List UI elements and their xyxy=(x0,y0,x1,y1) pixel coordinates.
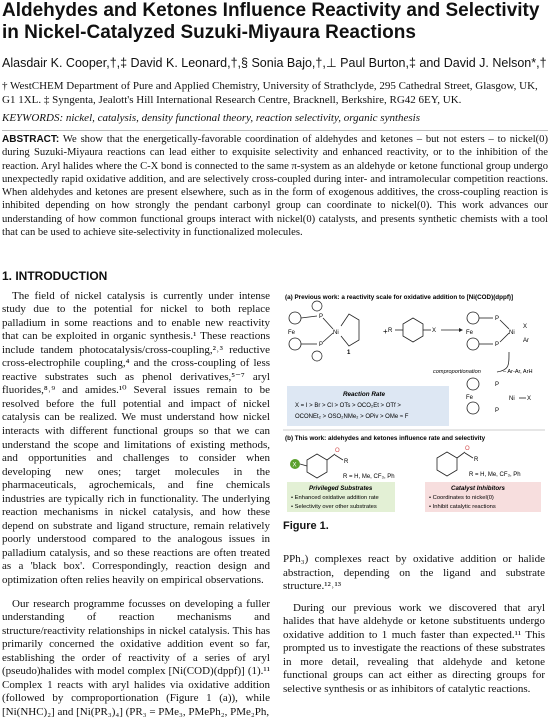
r-group: R xyxy=(388,328,393,334)
r-substituents-right: R = H, Me, CF₃, Ph xyxy=(469,472,521,478)
keywords-label: KEYWORDS: xyxy=(2,112,64,124)
oxidative-addition-product xyxy=(466,312,529,350)
ni-atom: Ni xyxy=(509,330,515,336)
svg-text:X: X xyxy=(292,462,297,469)
keywords xyxy=(2,112,547,124)
complex-1-label: 1 xyxy=(347,350,351,356)
privileged-substrate-structure xyxy=(290,448,349,478)
figure-caption: Figure 1. xyxy=(283,520,329,532)
intro-paragraph-2: Our research programme focusses on developing a fuller understanding of reaction mechanisms and structure/reactivity relationships in nickel catalysis. This has primarily concerned the oxidative addition event so far, establishing the order of reactivity of a series of aryl (pseudo)halides with model complex [Ni(COD)(dppf)] (1).¹¹ Complex 1 reacts with aryl halides via oxidative addition (followed by comproportionation (Figure 1 (a)), while [Ni(NHC)₂] and [Ni(PR₃)₄] (PR₃ = PMe₃, PMePh₂, PMe₂Ph, xyxy=(2,597,270,718)
paper-title: Aldehydes and Ketones Influence Reactivity and Selectivity in Nickel-Catalyzed Suzuki-Miyaura Reactions xyxy=(2,0,540,43)
panel-b-title: (b) This work: aldehydes and ketones influence rate and selectivity xyxy=(285,435,486,442)
inhibitor-title: Catalyst Inhibitors xyxy=(451,485,505,492)
inhibitor-point-2: • Inhibit catalytic reactions xyxy=(429,504,496,510)
p-atom: P xyxy=(495,382,500,388)
inhibitor-point-1: • Coordinates to nickel(0) xyxy=(429,495,494,501)
right-column xyxy=(283,553,545,696)
ni-atom: Ni xyxy=(509,396,515,402)
oxygen-atom: O xyxy=(335,448,340,454)
cyclopentadienyl-ring xyxy=(289,312,301,324)
panel-a-title: (a) Previous work: a reactivity scale for oxidative addition to [Ni(COD)(dppf)] xyxy=(285,294,514,301)
author-list: Alasdair K. Cooper,†,‡ David K. Leonard,†,§ Sonia Bajo,†,⊥ Paul Burton,‡ and David J. Nelson*,† xyxy=(2,56,547,70)
section-heading: 1. INTRODUCTION xyxy=(2,269,108,283)
fe-atom: Fe xyxy=(288,330,296,336)
abstract xyxy=(2,130,548,239)
abstract-text: We show that the energetically-favorable coordination of aldehydes and ketones – but not esters – to nickel(0) during Suzuki-Miyaura reactions can lead either to exquisite selectivity and enhanced reactivity, or to the inhibition of the reaction. Aryl halides where the C-X bond is connected to the same π-system as an aldehyde or ketone functional group undergo unexpectedly rapid oxidative addition, and are selectively cross-coupled during inter- and intramolecular competition reactions. When aldehydes and ketones are present elsewhere, such as in the form of exogenous additives, the cross-coupling reaction is inhibited depending on how strongly the pendant carbonyl group can coordinate to nickel(0). This work advances our understanding of how common functional groups interact with nickel(0) catalysts, and presents synthetic chemists with a tool that can be used to achieve site-selectivity in functionalized molecules. xyxy=(2,134,548,239)
p-atom: P xyxy=(495,316,500,322)
reaction-rate-line-2: OCONEt₂ > OSO₂NMe₂ > OPiv > OMe ≈ F xyxy=(295,414,409,420)
plus-sign: + xyxy=(383,327,388,336)
cyclopentadienyl-ring xyxy=(289,338,301,350)
fe-atom: Fe xyxy=(466,330,474,336)
intro-paragraph-1: The field of nickel catalysis is currently under intense study due to the potential for nickel to both replace palladium in some reactions and to enable new reactivity that can be exploited in organic synthesis.¹ These reactions include tandem photocatalysis/cross-coupling,²˒³ reductive cross-electrophile coupling,⁴ and the cross-coupling of less reactive substrates such as phenol derivatives,⁵⁻⁷ aryl fluorides,⁸˒⁹ and amides.¹⁰ Several issues remain to be resolved before the full potential and impact of nickel catalysis can be realized. We must understand how nickel interacts with different functional groups so that we can understand the scope and limitations of existing methods, and opportunities and challenges to consider when developing new ones; target molecules in the pharmaceuticals, agrochemicals, and fine chemicals industries are typically rich in functionality. The underlying reaction mechanisms in nickel catalysis, and how these depend on substrate and ligand structure, remain relatively poorly understood compared to the analogous issues in palladium catalysis, and so these reactions are often treated as a 'black box'. Correspondingly, reaction design and optimization often relies heavily on empirical observations. xyxy=(2,289,270,587)
keywords-text: nickel, catalysis, density functional theory, reaction selectivity, organic synthesis xyxy=(65,112,421,124)
oxygen-atom: O xyxy=(465,446,470,452)
ar-ligand: Ar xyxy=(523,338,529,344)
right-paragraph-1: PPh₃) complexes react by oxidative addition or halide abstraction, depending on the ligand and substrate structure.¹²˒¹³ xyxy=(283,553,545,593)
reaction-rate-title: Reaction Rate xyxy=(343,391,385,398)
fe-atom: Fe xyxy=(466,395,474,401)
p-atom: P xyxy=(319,342,324,348)
nickel-one-product xyxy=(466,378,531,414)
side-products: – Ar-Ar, ArH xyxy=(503,369,533,375)
left-column xyxy=(2,270,270,720)
cod-ligand xyxy=(341,314,359,346)
privileged-point-1: • Enhanced oxidative addition rate xyxy=(291,495,379,501)
comproportionation-label: comproportionation xyxy=(433,369,481,375)
p-atom: P xyxy=(495,408,500,414)
affiliations: † WestCHEM Department of Pure and Applied Chemistry, University of Strathclyde, 295 Cathedral Street, Glasgow, UK, G1 1XL. ‡ Syngenta, Jealott's Hill International Research Centre, Bracknell, Berkshire, RG42 6EY, UK. xyxy=(2,80,538,106)
x-group: X xyxy=(432,328,437,334)
x-ligand: X xyxy=(527,396,532,402)
p-atom: P xyxy=(495,342,500,348)
reaction-rate-line-1: X = I > Br > Cl > OTs > OCO₂Et > OTf > xyxy=(295,403,401,409)
x-ligand: X xyxy=(523,324,528,330)
figure-1-scheme xyxy=(283,292,545,514)
privileged-title: Privileged Substrates xyxy=(309,485,373,492)
r-group: R xyxy=(344,459,349,465)
r-substituents-left: R = H, Me, CF₃, Ph xyxy=(343,474,395,480)
abstract-label: ABSTRACT: xyxy=(2,134,60,145)
privileged-point-2: • Selectivity over other substrates xyxy=(291,504,377,510)
aryl-halide-structure xyxy=(388,318,436,342)
phenyl-ring xyxy=(312,351,322,361)
right-paragraph-2: During our previous work we discovered that aryl halides that have aldehyde or ketone substituents undergo oxidative addition to 1 much faster than expected.¹¹ This prompted us to investigate the reactions of these substrates in more detail, revealing that aldehyde and ketone functional groups can act either as directing groups for selective synthesis or as inhibitors of catalytic reactions. xyxy=(283,601,545,695)
r-group: R xyxy=(474,457,479,463)
ni-atom: Ni xyxy=(333,330,339,336)
complex-1-structure xyxy=(288,301,359,361)
phenyl-ring xyxy=(312,301,322,311)
p-atom: P xyxy=(319,314,324,320)
